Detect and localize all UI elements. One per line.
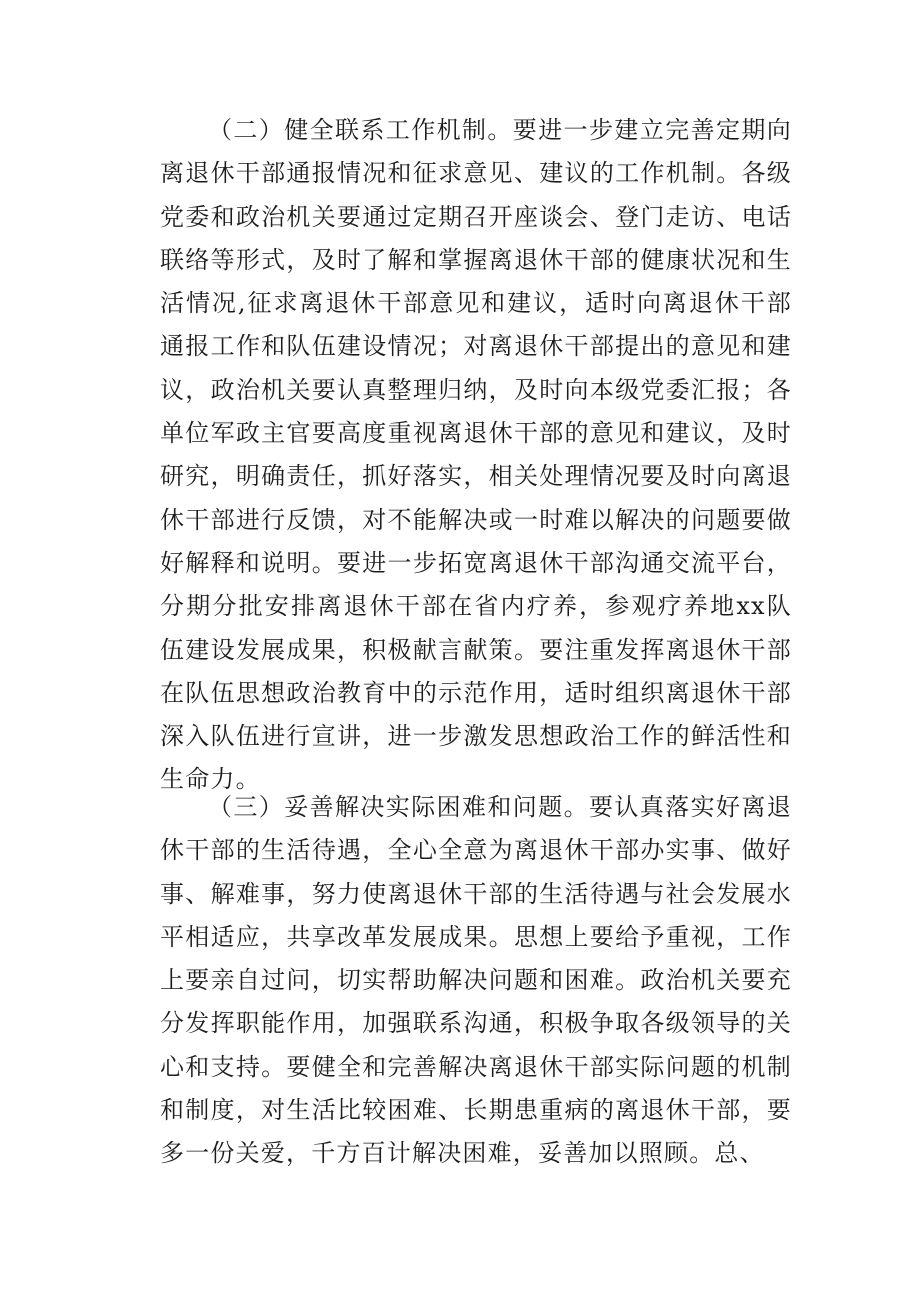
paragraph-section-3: （三）妥善解决实际困难和问题。要认真落实好离退休干部的生活待遇，全心全意为离退休干部办实事、做好事、解难事，努力使离退休干部的生活待遇与社会发展水平相适应，共享改革发展成果。思想上要给予重视，工作上要亲自过问，切实帮助解决问题和困难。政治机关要充分发挥职能作用，加强联系沟通，积极争取各级领导的关心和支持。要健全和完善解决离退休干部实际问题的机制和制度，对生活比较困难、长期患重病的离退休干部，要多一份关爱，千方百计解决困难，妥善加以照顾。总、: [160, 793, 792, 1168]
paragraph-section-2: （二）健全联系工作机制。要进一步建立完善定期向离退休干部通报情况和征求意见、建议的工作机制。各级党委和政治机关要通过定期召开座谈会、登门走访、电话联络等形式，及时了解和掌握离退休干部的健康状况和生活情况,征求离退休干部意见和建议，适时向离退休干部通报工作和队伍建设情况；对离退休干部提出的意见和建议，政治机关要认真整理归纳，及时向本级党委汇报；各单位军政主官要高度重视离退休干部的意见和建议，及时研究，明确责任，抓好落实，相关处理情况要及时向离退休干部进行反馈，对不能解决或一时难以解决的问题要做好解释和说明。要进一步拓宽离退休干部沟通交流平台，分期分批安排离退休干部在省内疗养，参观疗养地xx队伍建设发展成果，积极献言献策。要注重发挥离退休干部在队伍思想政治教育中的示范作用，适时组织离退休干部深入队伍进行宣讲，进一步激发思想政治工作的鲜活性和生命力。: [160, 116, 792, 794]
